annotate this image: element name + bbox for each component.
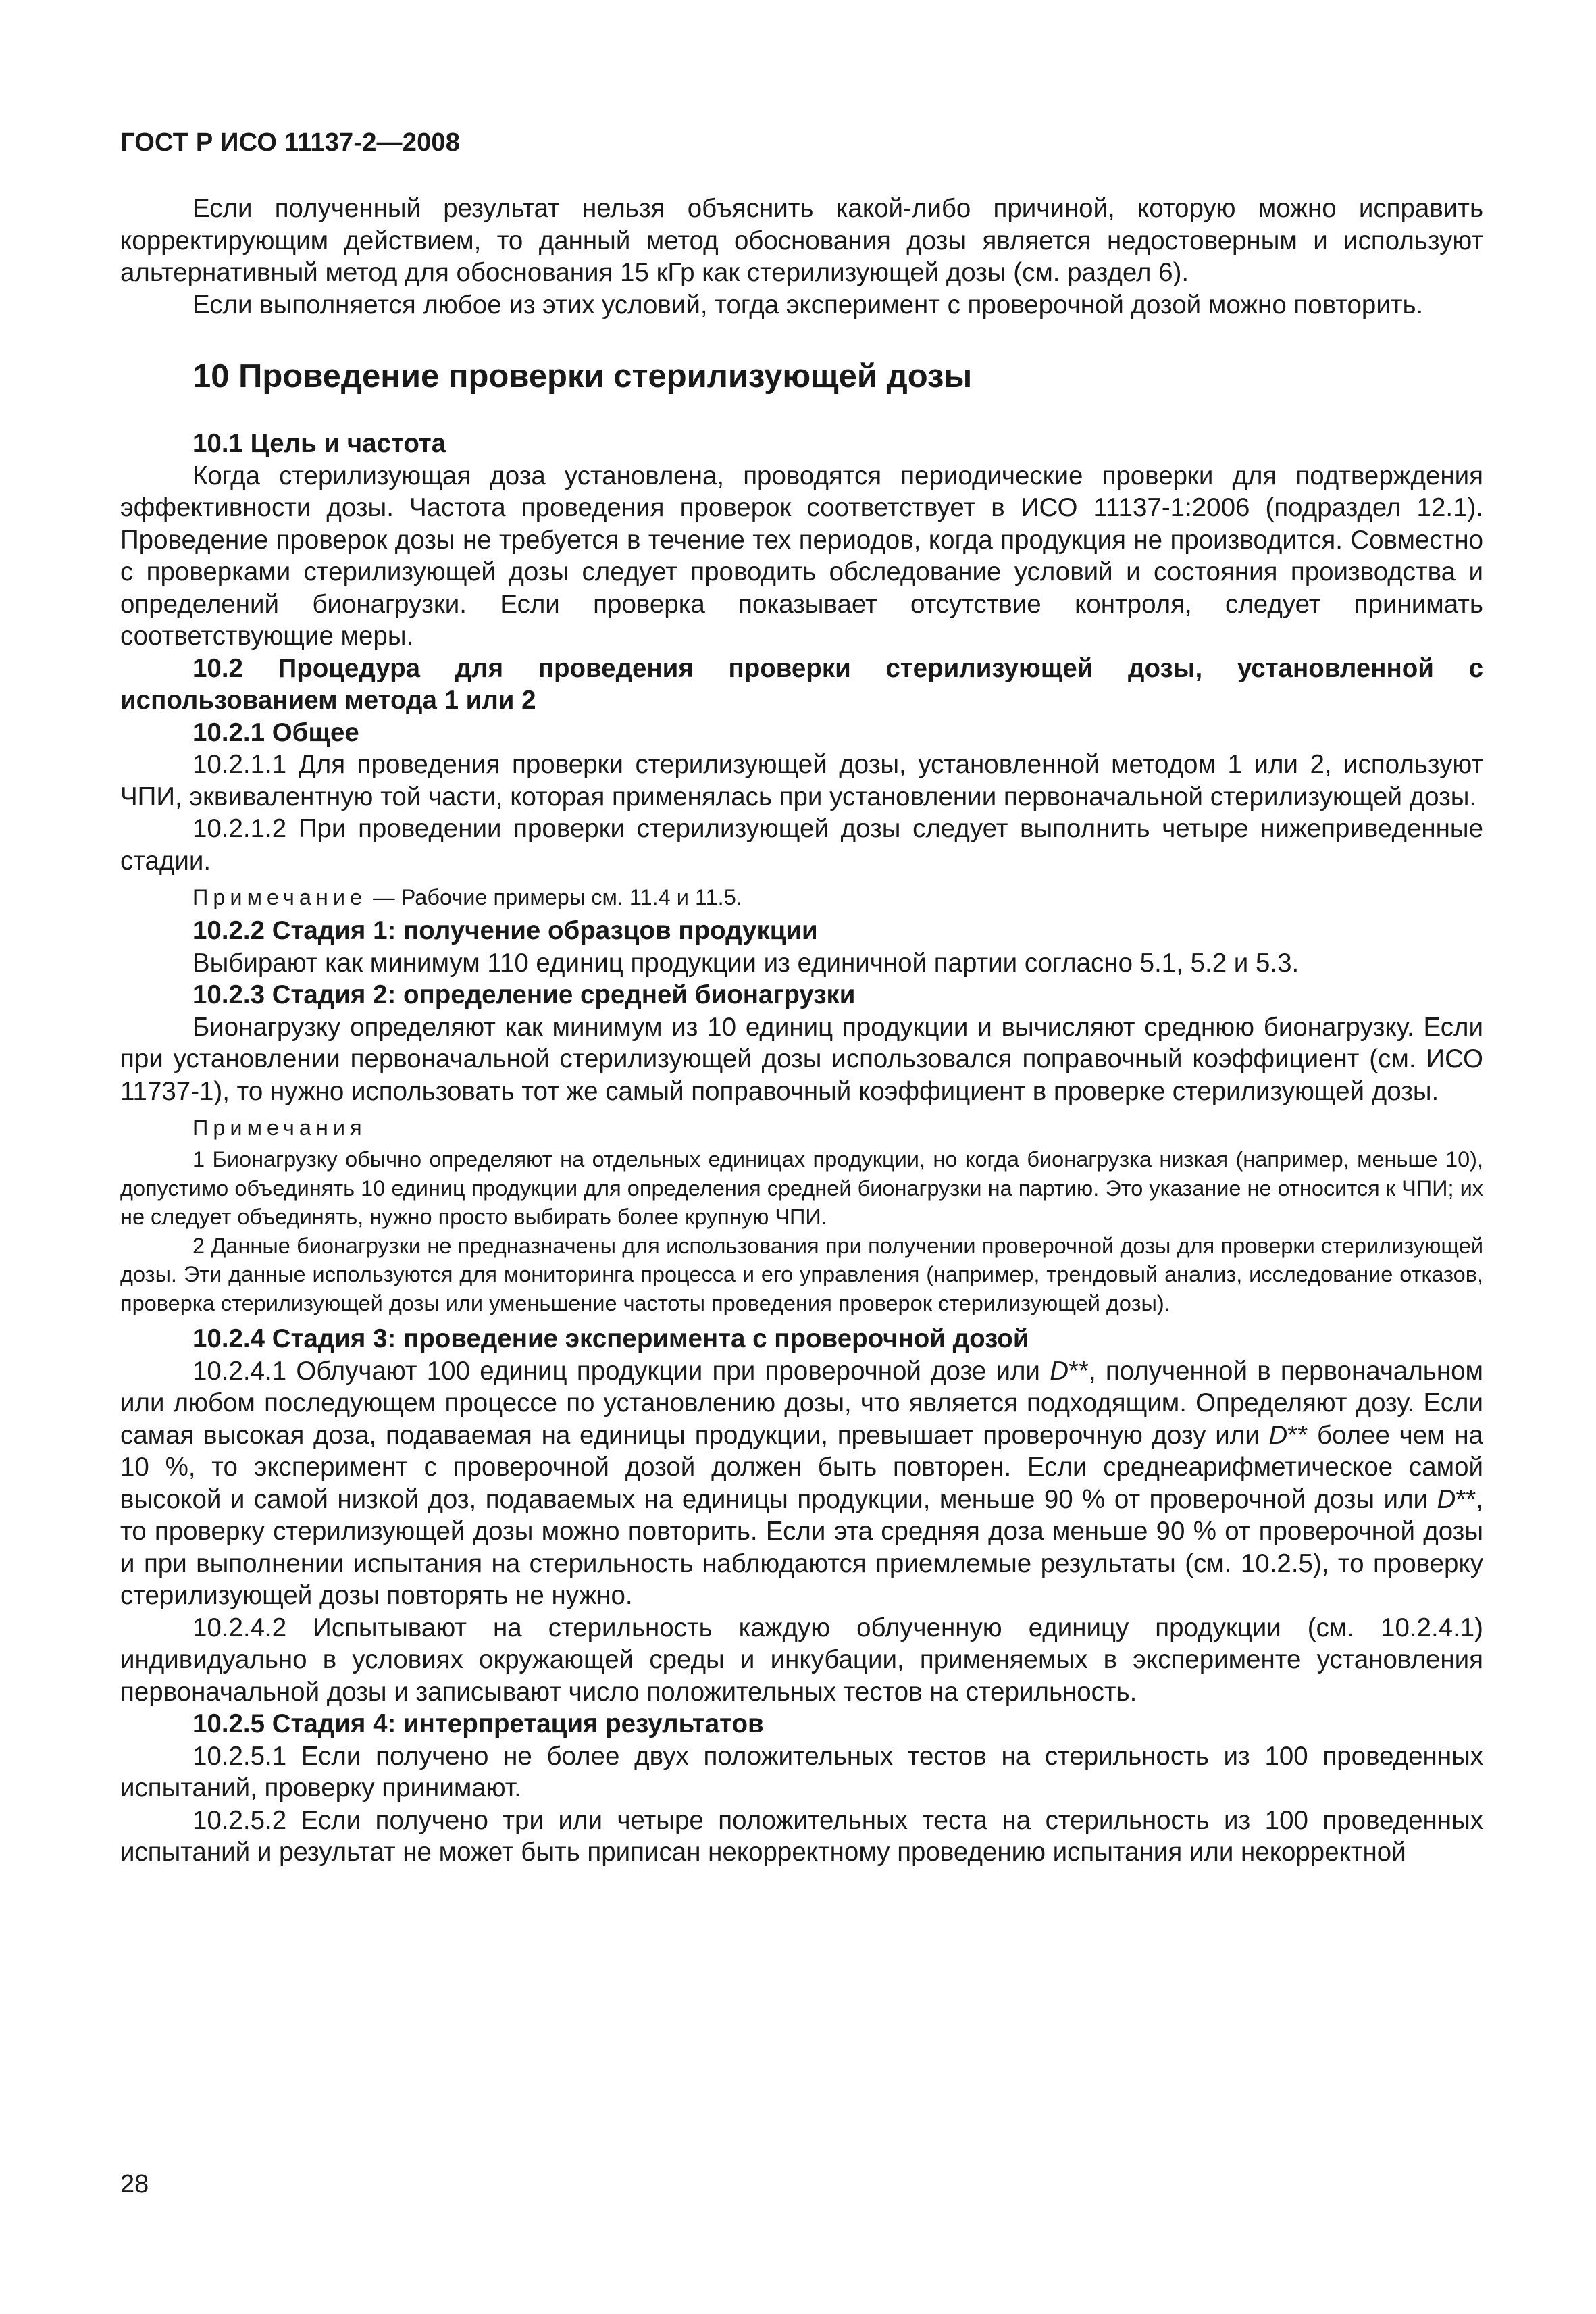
note-1-text: — Рабочие примеры см. 11.4 и 11.5. <box>367 885 742 909</box>
note-1 <box>120 882 1483 912</box>
text-run: более чем на 10 %, то эксперимент с проверочной дозой должен быть повторен. Если среднеарифметическое самой высокой и самой низкой доз, подаваемых на единицы продукции, меньше 90 % от проверочной дозы или <box>120 1420 1483 1514</box>
section-10-2-1-heading: 10.2.1 Общее <box>192 718 359 747</box>
note-item-2: 2 Данные бионагрузки не предназначены для использования при получении проверочной дозы для проверки стерилизующей дозы. Эти данные используются для мониторинга процесса и его управления (например, трендовый анализ, исследование отказов, проверка стерилизующей дозы или уменьшение частоты проведения проверок стерилизующей дозы). <box>120 1233 1483 1315</box>
text-run: , то проверку стерилизующей дозы можно повторить. Если эта средняя доза меньше 90 % от проверочной дозы и при выполнении испытания на стерильность наблюдаются приемлемые результаты (см. 10.2.5), то проверку стерилизующей дозы повторять не нужно. <box>120 1484 1483 1610</box>
page-number: 28 <box>120 2170 149 2198</box>
section-10-2-3-heading: 10.2.3 Стадия 2: определение средней бионагрузки <box>192 980 856 1009</box>
section-10-2-5-heading: 10.2.5 Стадия 4: интерпретация результатов <box>192 1709 764 1738</box>
section-10-2-2-text: Выбирают как минимум 110 единиц продукции из единичной партии согласно 5.1, 5.2 и 5.3. <box>192 948 1299 978</box>
text-run: , полученной в первоначальном или любом последующем процессе по установлению дозы, что является подходящим. Определяют дозу. Если самая высокая доза, подаваемая на единицы продукции, превышает проверочную дозу или <box>120 1356 1483 1450</box>
dose-suffix: ** <box>1069 1356 1089 1386</box>
document-header: ГОСТ Р ИСО 11137-2—2008 <box>120 128 461 157</box>
section-10-title: 10 Проведение проверки стерилизующей дозы <box>192 358 973 395</box>
section-10-1-text: Когда стерилизующая доза установлена, проводятся периодические проверки для подтверждения эффективности дозы. Частота проведения проверок соответствует в ИСО 11137-1:2006 (подраздел 12.1). Проведение проверок дозы не требуется в течение тех периодов, когда продукция не производится. Совместно с проверками стерилизующей дозы следует проводить обследование условий и состояния производства и определений бионагрузки. Если проверка показывает отсутствие контроля, следует принимать соответствующие меры. <box>120 461 1483 651</box>
dose-symbol: D <box>1050 1356 1069 1386</box>
dose-symbol: D <box>1268 1420 1288 1450</box>
section-10-2-1-1-text: 10.2.1.1 Для проведения проверки стерилизующей дозы, установленной методом 1 или 2, используют ЧПИ, эквивалентную той части, которая применялась при установлении первоначальной стерилизующей дозы. <box>120 750 1483 811</box>
section-10-1-heading: 10.1 Цель и частота <box>192 429 446 458</box>
page-body <box>120 193 1483 1869</box>
text-run: 10.2.4.1 Облучают 100 единиц продукции при проверочной дозе или <box>192 1356 1050 1386</box>
intro-paragraph-2: Если выполняется любое из этих условий, тогда эксперимент с проверочной дозой можно повторить. <box>192 290 1424 320</box>
section-10-2-4-heading: 10.2.4 Стадия 3: проведение эксперимента с проверочной дозой <box>192 1324 1029 1353</box>
section-10-2-2-heading: 10.2.2 Стадия 1: получение образцов продукции <box>192 916 818 945</box>
section-10-2-4-2-text: 10.2.4.2 Испытывают на стерильность каждую облученную единицу продукции (см. 10.2.4.1) индивидуально в условиях окружающей среды и инкубации, применяемых в эксперименте установления первоначальной дозы и записывают число положительных тестов на стерильность. <box>120 1613 1483 1707</box>
section-10-2-heading: 10.2 Процедура для проведения проверки стерилизующей дозы, установленной с использованием метода 1 или 2 <box>120 653 1483 715</box>
section-10-2-5-1-text: 10.2.5.1 Если получено не более двух положительных тестов на стерильность из 100 проведенных испытаний, проверку принимают. <box>120 1741 1483 1803</box>
dose-suffix: ** <box>1456 1484 1476 1514</box>
dose-suffix: ** <box>1287 1420 1308 1450</box>
dose-symbol: D <box>1437 1484 1456 1514</box>
note-1-label: Примечание <box>192 885 367 909</box>
section-10-2-4-1-text <box>120 1355 1483 1612</box>
intro-paragraph-1: Если полученный результат нельзя объяснить какой-либо причиной, которую можно исправить корректирующим действием, то данный метод обоснования дозы является недостоверным и используют альтернативный метод для обоснования 15 кГр как стерилизующей дозы (см. раздел 6). <box>120 194 1483 287</box>
section-10-2-5-2-text: 10.2.5.2 Если получено три или четыре положительных теста на стерильность из 100 проведенных испытаний и результат не может быть приписан некорректному проведению испытания или некорректной <box>120 1805 1483 1867</box>
section-10-2-1-2-text: 10.2.1.2 При проведении проверки стерилизующей дозы следует выполнить четыре нижеприведенные стадии. <box>120 814 1483 876</box>
section-10-2-3-text: Бионагрузку определяют как минимум из 10 единиц продукции и вычисляют среднюю бионагрузку. Если при установлении первоначальной стерилизующей дозы использовался поправочный коэффициент (см. ИСО 11737-1), то нужно использовать тот же самый поправочный коэффициент в проверке стерилизующей дозы. <box>120 1012 1483 1106</box>
note-item-1: 1 Бионагрузку обычно определяют на отдельных единицах продукции, но когда бионагрузка низкая (например, меньше 10), допустимо объединять 10 единиц продукции для определения средней бионагрузки на партию. Это указание не относится к ЧПИ; их не следует объединять, нужно просто выбирать более крупную ЧПИ. <box>120 1147 1483 1229</box>
notes-label: Примечания <box>192 1115 367 1140</box>
